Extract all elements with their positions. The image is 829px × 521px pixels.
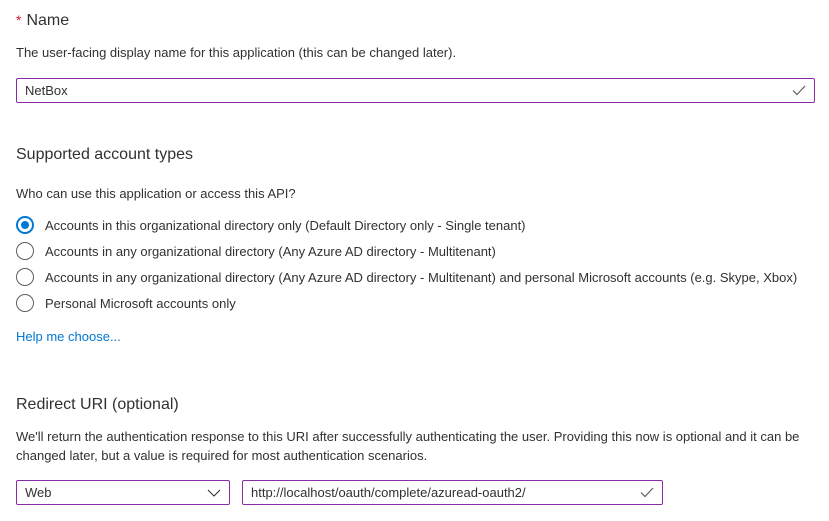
radio-button-icon[interactable] (16, 268, 34, 286)
name-description: The user-facing display name for this application (this can be changed later). (16, 45, 457, 60)
redirect-uri-title: Redirect URI (optional) (16, 396, 179, 413)
redirect-uri-section (16, 395, 815, 505)
name-section (16, 11, 815, 103)
radio-button-icon[interactable] (16, 216, 34, 234)
account-type-option-multitenant[interactable] (16, 238, 815, 264)
radio-button-icon[interactable] (16, 294, 34, 312)
account-types-question: Who can use this application or access this API? (16, 186, 296, 201)
account-type-option-label: Personal Microsoft accounts only (45, 295, 236, 311)
account-type-option-label: Accounts in any organizational directory (Any Azure AD directory - Multitenant) (45, 243, 496, 259)
radio-button-icon[interactable] (16, 242, 34, 260)
account-type-option-personal-only[interactable] (16, 290, 815, 316)
account-type-option-multitenant-personal[interactable] (16, 264, 815, 290)
name-section-title (16, 11, 815, 30)
platform-select[interactable] (16, 480, 230, 505)
account-type-option-single-tenant[interactable] (16, 212, 815, 238)
platform-select-value: Web (25, 485, 52, 500)
radio-dot (21, 221, 29, 229)
redirect-uri-input[interactable] (242, 480, 663, 505)
account-types-title: Supported account types (16, 146, 194, 163)
redirect-uri-description: We'll return the authentication response to this URI after successfully authenticating the user. Providing this now is optional and it can be changed later, but a value is required for most authentication scenarios. (16, 429, 800, 463)
redirect-uri-controls (16, 480, 815, 505)
name-title-text: Name (26, 12, 70, 29)
redirect-uri-input-wrap (242, 480, 663, 505)
help-me-choose-link[interactable]: Help me choose... (16, 329, 121, 344)
account-type-option-label: Accounts in this organizational directory only (Default Directory only - Single tenant) (45, 217, 526, 233)
account-type-option-label: Accounts in any organizational directory (Any Azure AD directory - Multitenant) and personal Microsoft accounts (e.g. Skype, Xbox) (45, 269, 798, 285)
account-types-radio-group (16, 212, 815, 316)
name-input-wrap (16, 78, 815, 103)
required-asterisk: * (16, 12, 22, 28)
platform-select-wrap (16, 480, 230, 505)
name-input[interactable] (16, 78, 815, 103)
supported-account-types-section (16, 145, 815, 346)
